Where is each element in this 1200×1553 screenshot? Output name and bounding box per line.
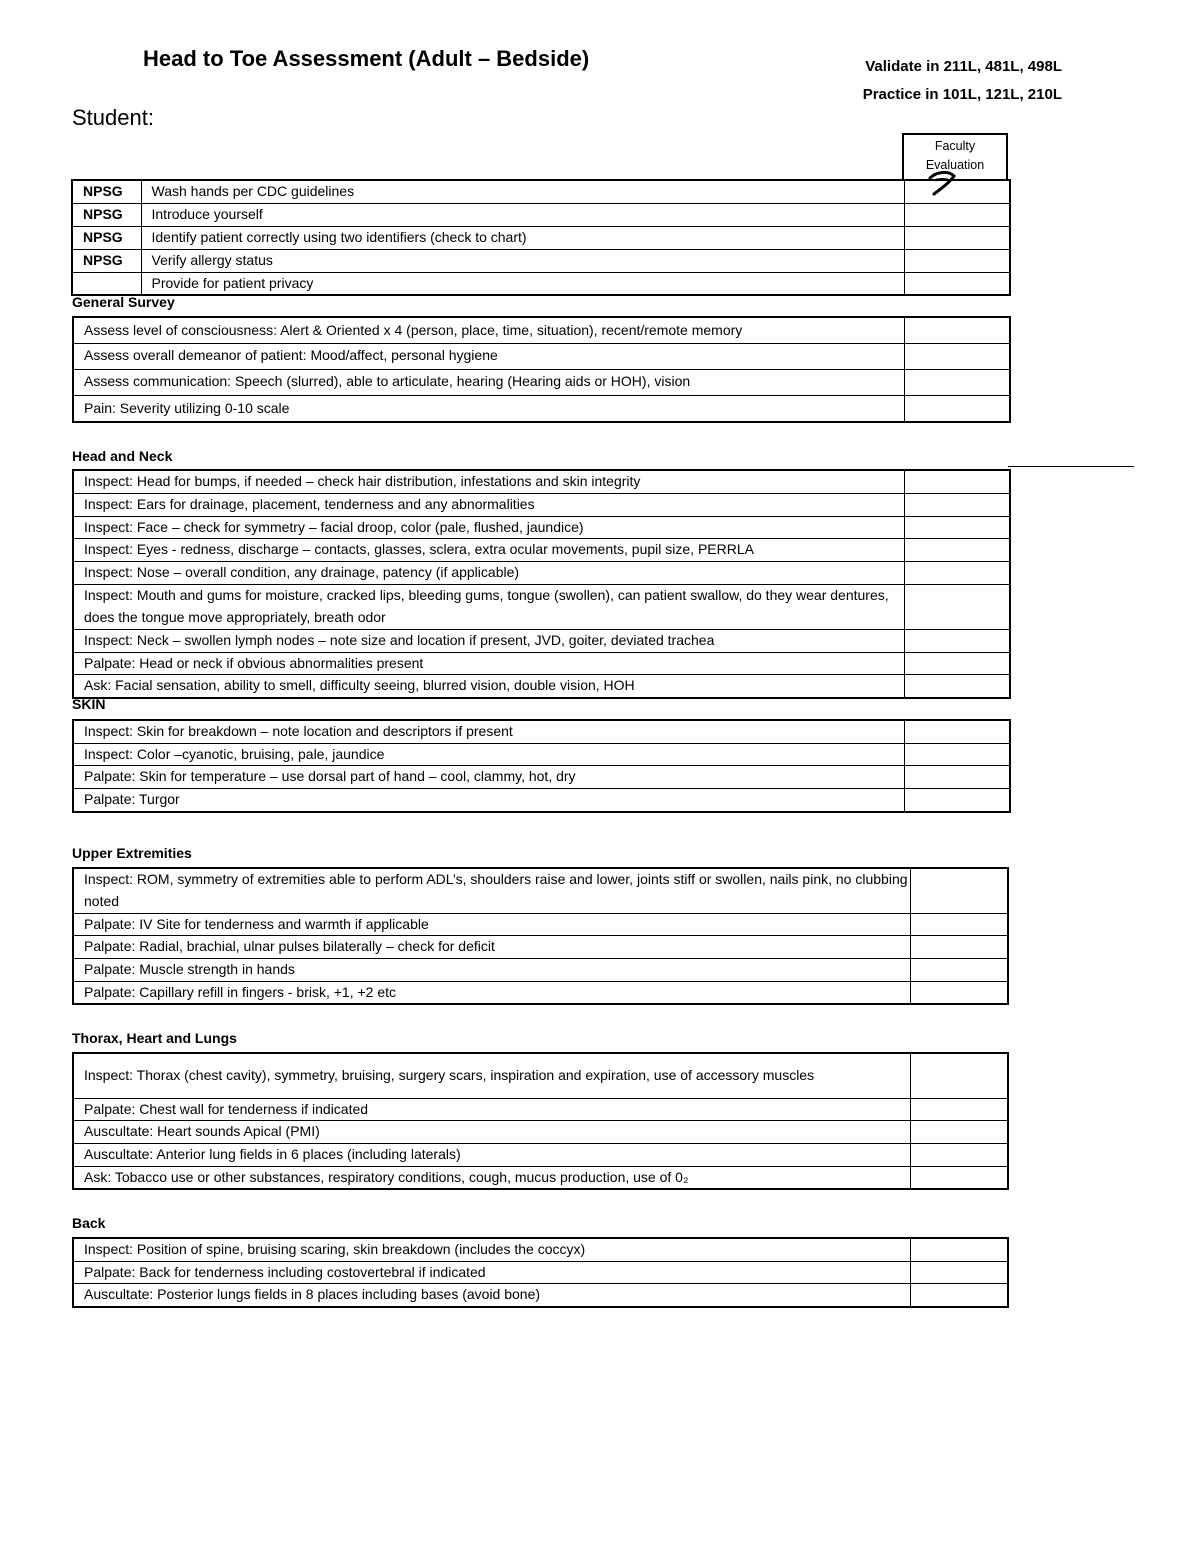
task-text: Ask: Tobacco use or other substances, respiratory conditions, cough, mucus production, use of 0₂: [73, 1166, 910, 1189]
task-text: Provide for patient privacy: [141, 272, 904, 295]
task-text: Introduce yourself: [141, 203, 904, 226]
table-row: [73, 629, 1010, 652]
task-text: Assess level of consciousness: Alert & Oriented x 4 (person, place, time, situation), recent/remote memory: [73, 317, 904, 343]
task-text: Inspect: Skin for breakdown – note location and descriptors if present: [73, 720, 904, 743]
task-text: Palpate: Radial, brachial, ulnar pulses bilaterally – check for deficit: [73, 936, 910, 959]
evaluation-cell[interactable]: [910, 1121, 1008, 1144]
evaluation-cell[interactable]: [910, 1284, 1008, 1307]
table-row: [73, 789, 1010, 812]
table-row: [73, 1284, 1008, 1307]
task-text: Auscultate: Heart sounds Apical (PMI): [73, 1121, 910, 1144]
course-info: [780, 53, 1062, 109]
evaluation-cell[interactable]: [910, 913, 1008, 936]
head-and-neck-table: [72, 469, 1011, 699]
section-title-general-survey: General Survey: [72, 294, 175, 310]
evaluation-cell[interactable]: [910, 981, 1008, 1004]
evaluation-cell[interactable]: [904, 272, 1010, 295]
npsg-code: [72, 272, 141, 295]
evaluation-cell[interactable]: [910, 1098, 1008, 1121]
table-row: [73, 317, 1010, 343]
table-row: [73, 470, 1010, 493]
task-text: Auscultate: Posterior lungs fields in 8 places including bases (avoid bone): [73, 1284, 910, 1307]
section-title-skin: SKIN: [72, 696, 106, 712]
table-row: [73, 584, 1010, 629]
table-row: [73, 652, 1010, 675]
evaluation-cell[interactable]: [904, 226, 1010, 249]
back-table: [72, 1237, 1009, 1308]
table-row: [73, 516, 1010, 539]
evaluation-cell[interactable]: [904, 675, 1010, 698]
table-row: [73, 981, 1008, 1004]
upper-extremities-table: [72, 867, 1009, 1005]
task-text: Inspect: Thorax (chest cavity), symmetry, bruising, surgery scars, inspiration and expiration, use of accessory muscles: [73, 1053, 910, 1098]
evaluation-cell[interactable]: [904, 249, 1010, 272]
evaluation-cell[interactable]: [904, 584, 1010, 629]
divider: [1008, 466, 1134, 467]
task-text: Inspect: Color –cyanotic, bruising, pale, jaundice: [73, 743, 904, 766]
table-row: [73, 1098, 1008, 1121]
task-text: Palpate: Skin for temperature – use dorsal part of hand – cool, clammy, hot, dry: [73, 766, 904, 789]
table-row: [73, 1053, 1008, 1098]
table-row: [73, 743, 1010, 766]
table-row: [73, 493, 1010, 516]
task-text: Palpate: Turgor: [73, 789, 904, 812]
section-title-head-and-neck: Head and Neck: [72, 448, 173, 464]
npsg-code: NPSG: [72, 249, 141, 272]
task-text: Palpate: Chest wall for tenderness if indicated: [73, 1098, 910, 1121]
evaluation-cell[interactable]: [910, 1166, 1008, 1189]
evaluation-cell[interactable]: [904, 743, 1010, 766]
evaluation-cell[interactable]: [904, 516, 1010, 539]
general-survey-table: [72, 316, 1011, 423]
table-row: [73, 936, 1008, 959]
npsg-code: NPSG: [72, 226, 141, 249]
npsg-code: NPSG: [72, 180, 141, 203]
task-text: Assess overall demeanor of patient: Mood/affect, personal hygiene: [73, 343, 904, 369]
evaluation-cell[interactable]: [910, 936, 1008, 959]
task-text: Palpate: IV Site for tenderness and warmth if applicable: [73, 913, 910, 936]
table-row: [73, 959, 1008, 982]
table-row: [73, 766, 1010, 789]
task-text: Inspect: Face – check for symmetry – facial droop, color (pale, flushed, jaundice): [73, 516, 904, 539]
task-text: Verify allergy status: [141, 249, 904, 272]
evaluation-cell[interactable]: [910, 868, 1008, 913]
table-row: [73, 539, 1010, 562]
thorax-table: [72, 1052, 1009, 1190]
task-text: Inspect: Head for bumps, if needed – check hair distribution, infestations and skin integrity: [73, 470, 904, 493]
task-text: Auscultate: Anterior lung fields in 6 places (including laterals): [73, 1144, 910, 1167]
table-row: [73, 369, 1010, 395]
task-text: Palpate: Back for tenderness including costovertebral if indicated: [73, 1261, 910, 1284]
evaluation-cell[interactable]: [904, 539, 1010, 562]
task-text: Pain: Severity utilizing 0-10 scale: [73, 395, 904, 422]
validate-courses: Validate in 211L, 481L, 498L: [865, 58, 1062, 75]
evaluation-cell[interactable]: [910, 1238, 1008, 1261]
section-title-upper-extremities: Upper Extremities: [72, 845, 192, 861]
table-row: [72, 180, 1010, 203]
faculty-evaluation-line2: Evaluation: [925, 158, 985, 172]
practice-courses: Practice in 101L, 121L, 210L: [862, 86, 1062, 103]
section-title-back: Back: [72, 1215, 106, 1231]
table-row: [73, 720, 1010, 743]
table-row: [73, 1144, 1008, 1167]
task-text: Assess communication: Speech (slurred), able to articulate, hearing (Hearing aids or HOH), vision: [73, 369, 904, 395]
evaluation-cell[interactable]: [904, 369, 1010, 395]
evaluation-cell[interactable]: [904, 395, 1010, 422]
table-row: [73, 675, 1010, 698]
task-text: Inspect: ROM, symmetry of extremities able to perform ADL’s, shoulders raise and lower, joints stiff or swollen, nails pink, no clubbing noted: [73, 868, 910, 913]
evaluation-cell[interactable]: [904, 317, 1010, 343]
evaluation-cell[interactable]: [904, 203, 1010, 226]
evaluation-cell[interactable]: [904, 652, 1010, 675]
table-row: [73, 343, 1010, 369]
table-row: [73, 868, 1008, 913]
table-row: [73, 1121, 1008, 1144]
student-label: Student:: [72, 105, 154, 130]
table-row: [72, 249, 1010, 272]
task-text: Inspect: Ears for drainage, placement, tenderness and any abnormalities: [73, 493, 904, 516]
page-title: Head to Toe Assessment (Adult – Bedside): [143, 46, 590, 71]
evaluation-cell[interactable]: [904, 720, 1010, 743]
faculty-evaluation-line1: Faculty: [934, 139, 976, 153]
task-text: Inspect: Position of spine, bruising scaring, skin breakdown (includes the coccyx): [73, 1238, 910, 1261]
task-text: Inspect: Nose – overall condition, any drainage, patency (if applicable): [73, 562, 904, 585]
table-row: [72, 272, 1010, 295]
evaluation-cell[interactable]: [910, 1053, 1008, 1098]
task-text: Palpate: Head or neck if obvious abnormalities present: [73, 652, 904, 675]
task-text: Inspect: Eyes - redness, discharge – contacts, glasses, sclera, extra ocular movements, pupil size, PERRLA: [73, 539, 904, 562]
table-row: [72, 203, 1010, 226]
table-row: [73, 913, 1008, 936]
evaluation-cell[interactable]: [904, 343, 1010, 369]
table-row: [72, 226, 1010, 249]
evaluation-cell[interactable]: [904, 766, 1010, 789]
task-text: Palpate: Capillary refill in fingers - brisk, +1, +2 etc: [73, 981, 910, 1004]
task-text: Wash hands per CDC guidelines: [141, 180, 904, 203]
task-text: Inspect: Mouth and gums for moisture, cracked lips, bleeding gums, tongue (swollen), can patient swallow, do they wear dentures, does the tongue move appropriately, breath odor: [73, 584, 904, 629]
npsg-code: NPSG: [72, 203, 141, 226]
skin-table: [72, 719, 1011, 813]
table-row: [73, 1261, 1008, 1284]
evaluation-cell[interactable]: [910, 959, 1008, 982]
task-text: Identify patient correctly using two identifiers (check to chart): [141, 226, 904, 249]
evaluation-cell[interactable]: [904, 493, 1010, 516]
checkmark-icon: [928, 168, 958, 198]
evaluation-cell[interactable]: [910, 1144, 1008, 1167]
evaluation-cell[interactable]: [910, 1261, 1008, 1284]
evaluation-cell[interactable]: [904, 562, 1010, 585]
table-row: [73, 1238, 1008, 1261]
table-row: [73, 395, 1010, 422]
section-title-thorax: Thorax, Heart and Lungs: [72, 1030, 237, 1046]
evaluation-cell[interactable]: [904, 470, 1010, 493]
evaluation-cell[interactable]: [904, 629, 1010, 652]
task-text: Palpate: Muscle strength in hands: [73, 959, 910, 982]
task-text: Inspect: Neck – swollen lymph nodes – note size and location if present, JVD, goiter, deviated trachea: [73, 629, 904, 652]
table-row: [73, 1166, 1008, 1189]
npsg-table: [71, 179, 1011, 296]
task-text: Ask: Facial sensation, ability to smell, difficulty seeing, blurred vision, double vision, HOH: [73, 675, 904, 698]
evaluation-cell[interactable]: [904, 789, 1010, 812]
table-row: [73, 562, 1010, 585]
